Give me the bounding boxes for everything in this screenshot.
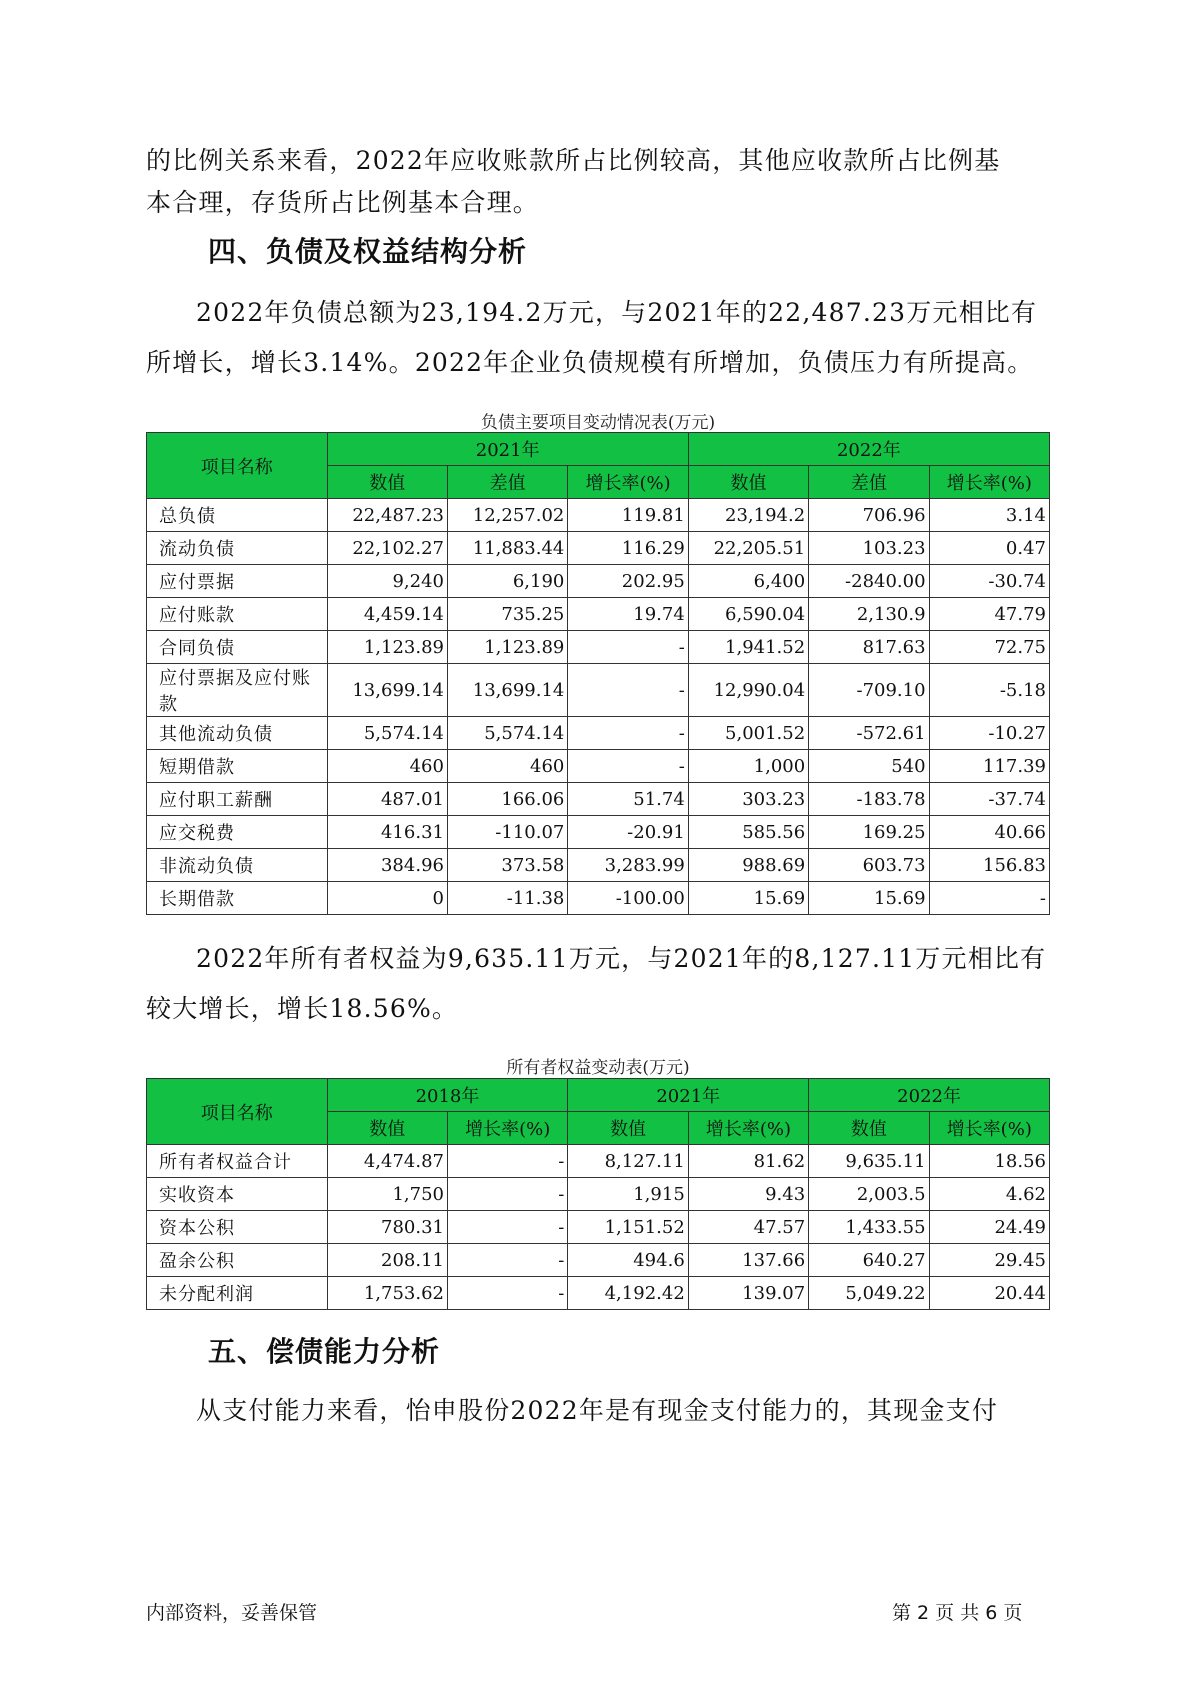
value-cell: 460: [447, 750, 567, 783]
table-row: [147, 664, 1050, 717]
equity-subheader-value: 数值: [327, 1112, 447, 1145]
value-cell: 4,459.14: [327, 598, 447, 631]
value-cell: -: [568, 664, 688, 717]
value-cell: 3.14: [929, 499, 1049, 532]
value-cell: 303.23: [688, 783, 808, 816]
value-cell: 139.07: [688, 1277, 808, 1310]
value-cell: 51.74: [568, 783, 688, 816]
value-cell: 540: [809, 750, 929, 783]
value-cell: 13,699.14: [447, 664, 567, 717]
value-cell: -709.10: [809, 664, 929, 717]
intro-line-1: 的比例关系来看，2022年应收账款所占比例较高，其他应收款所占比例基: [146, 146, 1001, 175]
row-label-cell: 总负债: [147, 499, 328, 532]
value-cell: 5,049.22: [809, 1277, 929, 1310]
value-cell: -572.61: [809, 717, 929, 750]
value-cell: -: [568, 717, 688, 750]
liability-subheader-diff: 差值: [809, 466, 929, 499]
equity-subheader-rate: 增长率(%): [929, 1112, 1049, 1145]
footer-confidential-note: 内部资料，妥善保管: [146, 1602, 318, 1624]
row-label-cell: 盈余公积: [147, 1244, 328, 1277]
row-label-cell: 非流动负债: [147, 849, 328, 882]
table-row: [147, 882, 1050, 915]
liability-subheader-value: 数值: [688, 466, 808, 499]
value-cell: 12,990.04: [688, 664, 808, 717]
value-cell: 0.47: [929, 532, 1049, 565]
value-cell: 5,574.14: [447, 717, 567, 750]
value-cell: 119.81: [568, 499, 688, 532]
value-cell: 15.69: [688, 882, 808, 915]
value-cell: 603.73: [809, 849, 929, 882]
value-cell: -5.18: [929, 664, 1049, 717]
row-label-cell: 流动负债: [147, 532, 328, 565]
table-row: [147, 1178, 1050, 1211]
value-cell: 22,102.27: [327, 532, 447, 565]
equity-subheader-value: 数值: [568, 1112, 688, 1145]
value-cell: 4,192.42: [568, 1277, 688, 1310]
value-cell: 24.49: [929, 1211, 1049, 1244]
equity-header-year-2022: 2022年: [809, 1079, 1050, 1112]
value-cell: 18.56: [929, 1145, 1049, 1178]
value-cell: 384.96: [327, 849, 447, 882]
value-cell: 2,130.9: [809, 598, 929, 631]
value-cell: 817.63: [809, 631, 929, 664]
value-cell: 22,205.51: [688, 532, 808, 565]
value-cell: 47.57: [688, 1211, 808, 1244]
row-label-cell: 其他流动负债: [147, 717, 328, 750]
table-row: [147, 532, 1050, 565]
value-cell: 19.74: [568, 598, 688, 631]
table-row: [147, 849, 1050, 882]
liability-header-year-2022: 2022年: [688, 433, 1049, 466]
value-cell: 1,750: [327, 1178, 447, 1211]
equity-table: [146, 1078, 1050, 1310]
value-cell: -20.91: [568, 816, 688, 849]
value-cell: 416.31: [327, 816, 447, 849]
value-cell: 373.58: [447, 849, 567, 882]
value-cell: 706.96: [809, 499, 929, 532]
value-cell: 1,915: [568, 1178, 688, 1211]
value-cell: 166.06: [447, 783, 567, 816]
table-row: [147, 816, 1050, 849]
liability-table-caption: 负债主要项目变动情况表(万元): [480, 413, 716, 433]
equity-header-name: 项目名称: [147, 1079, 328, 1145]
liability-subheader-diff: 差值: [447, 466, 567, 499]
equity-subheader-value: 数值: [809, 1112, 929, 1145]
value-cell: 13,699.14: [327, 664, 447, 717]
value-cell: 640.27: [809, 1244, 929, 1277]
value-cell: -100.00: [568, 882, 688, 915]
row-label-cell: 应付票据: [147, 565, 328, 598]
value-cell: 1,433.55: [809, 1211, 929, 1244]
value-cell: -: [447, 1145, 567, 1178]
value-cell: 735.25: [447, 598, 567, 631]
row-label-cell: 短期借款: [147, 750, 328, 783]
equity-paragraph: 2022年所有者权益为9,635.11万元，与2021年的8,127.11万元相比有较大增长，增长18.56%。: [146, 944, 1047, 1023]
table-row: [147, 1244, 1050, 1277]
liability-header-name: 项目名称: [147, 433, 328, 499]
liability-paragraph: 2022年负债总额为23,194.2万元，与2021年的22,487.23万元相比有所增长，增长3.14%。2022年企业负债规模有所增加，负债压力有所提高。: [146, 298, 1038, 377]
table-row: [147, 1211, 1050, 1244]
liability-table-body: [147, 499, 1050, 915]
value-cell: 103.23: [809, 532, 929, 565]
value-cell: 137.66: [688, 1244, 808, 1277]
value-cell: -10.27: [929, 717, 1049, 750]
section-5-heading: 五、偿债能力分析: [208, 1335, 441, 1368]
value-cell: -: [447, 1277, 567, 1310]
value-cell: -2840.00: [809, 565, 929, 598]
table-row: [147, 1277, 1050, 1310]
table-row: [147, 598, 1050, 631]
value-cell: 5,001.52: [688, 717, 808, 750]
value-cell: 9,240: [327, 565, 447, 598]
equity-subheader-rate: 增长率(%): [688, 1112, 808, 1145]
value-cell: 20.44: [929, 1277, 1049, 1310]
value-cell: 4,474.87: [327, 1145, 447, 1178]
value-cell: 116.29: [568, 532, 688, 565]
value-cell: 22,487.23: [327, 499, 447, 532]
value-cell: -183.78: [809, 783, 929, 816]
value-cell: 460: [327, 750, 447, 783]
table-row: [147, 750, 1050, 783]
liability-subheader-rate: 增长率(%): [929, 466, 1049, 499]
value-cell: 494.6: [568, 1244, 688, 1277]
equity-table-caption: 所有者权益变动表(万元): [506, 1058, 690, 1078]
row-label-cell: 应付职工薪酬: [147, 783, 328, 816]
value-cell: -37.74: [929, 783, 1049, 816]
table-row: [147, 1145, 1050, 1178]
row-label-cell: 所有者权益合计: [147, 1145, 328, 1178]
value-cell: -: [568, 631, 688, 664]
value-cell: 1,941.52: [688, 631, 808, 664]
value-cell: 487.01: [327, 783, 447, 816]
value-cell: 81.62: [688, 1145, 808, 1178]
value-cell: -: [447, 1211, 567, 1244]
value-cell: -11.38: [447, 882, 567, 915]
table-row: [147, 717, 1050, 750]
value-cell: 2,003.5: [809, 1178, 929, 1211]
value-cell: 1,151.52: [568, 1211, 688, 1244]
value-cell: 1,123.89: [447, 631, 567, 664]
value-cell: 29.45: [929, 1244, 1049, 1277]
value-cell: 47.79: [929, 598, 1049, 631]
intro-line-2: 本合理，存货所占比例基本合理。: [146, 188, 540, 217]
solvency-paragraph: 从支付能力来看，怡申股份2022年是有现金支付能力的，其现金支付: [196, 1396, 999, 1425]
value-cell: -: [447, 1178, 567, 1211]
value-cell: 40.66: [929, 816, 1049, 849]
value-cell: -: [929, 882, 1049, 915]
value-cell: 169.25: [809, 816, 929, 849]
equity-subheader-rate: 增长率(%): [447, 1112, 567, 1145]
row-label-cell: 资本公积: [147, 1211, 328, 1244]
liability-subheader-value: 数值: [327, 466, 447, 499]
value-cell: 1,753.62: [327, 1277, 447, 1310]
value-cell: -: [568, 750, 688, 783]
table-row: [147, 783, 1050, 816]
row-label-cell: 应付票据及应付账款: [147, 664, 328, 717]
value-cell: 72.75: [929, 631, 1049, 664]
liability-table: [146, 432, 1050, 915]
value-cell: 9.43: [688, 1178, 808, 1211]
value-cell: 11,883.44: [447, 532, 567, 565]
value-cell: 585.56: [688, 816, 808, 849]
row-label-cell: 长期借款: [147, 882, 328, 915]
row-label-cell: 应交税费: [147, 816, 328, 849]
value-cell: 208.11: [327, 1244, 447, 1277]
section-4-heading: 四、负债及权益结构分析: [208, 235, 528, 268]
row-label-cell: 实收资本: [147, 1178, 328, 1211]
table-row: [147, 499, 1050, 532]
value-cell: -30.74: [929, 565, 1049, 598]
liability-subheader-rate: 增长率(%): [568, 466, 688, 499]
value-cell: 6,590.04: [688, 598, 808, 631]
value-cell: 6,400: [688, 565, 808, 598]
liability-header-year-2021: 2021年: [327, 433, 688, 466]
value-cell: 12,257.02: [447, 499, 567, 532]
value-cell: 780.31: [327, 1211, 447, 1244]
value-cell: -: [447, 1244, 567, 1277]
value-cell: 988.69: [688, 849, 808, 882]
value-cell: 4.62: [929, 1178, 1049, 1211]
value-cell: 6,190: [447, 565, 567, 598]
value-cell: -110.07: [447, 816, 567, 849]
value-cell: 0: [327, 882, 447, 915]
value-cell: 202.95: [568, 565, 688, 598]
value-cell: 15.69: [809, 882, 929, 915]
value-cell: 156.83: [929, 849, 1049, 882]
table-row: [147, 631, 1050, 664]
row-label-cell: 应付账款: [147, 598, 328, 631]
value-cell: 3,283.99: [568, 849, 688, 882]
value-cell: 117.39: [929, 750, 1049, 783]
value-cell: 23,194.2: [688, 499, 808, 532]
equity-table-body: [147, 1145, 1050, 1310]
value-cell: 8,127.11: [568, 1145, 688, 1178]
equity-header-year-2018: 2018年: [327, 1079, 568, 1112]
value-cell: 1,000: [688, 750, 808, 783]
table-row: [147, 565, 1050, 598]
equity-header-year-2021: 2021年: [568, 1079, 809, 1112]
value-cell: 9,635.11: [809, 1145, 929, 1178]
footer-page-number: 第 2 页 共 6 页: [892, 1602, 1023, 1624]
value-cell: 5,574.14: [327, 717, 447, 750]
row-label-cell: 合同负债: [147, 631, 328, 664]
row-label-cell: 未分配利润: [147, 1277, 328, 1310]
value-cell: 1,123.89: [327, 631, 447, 664]
